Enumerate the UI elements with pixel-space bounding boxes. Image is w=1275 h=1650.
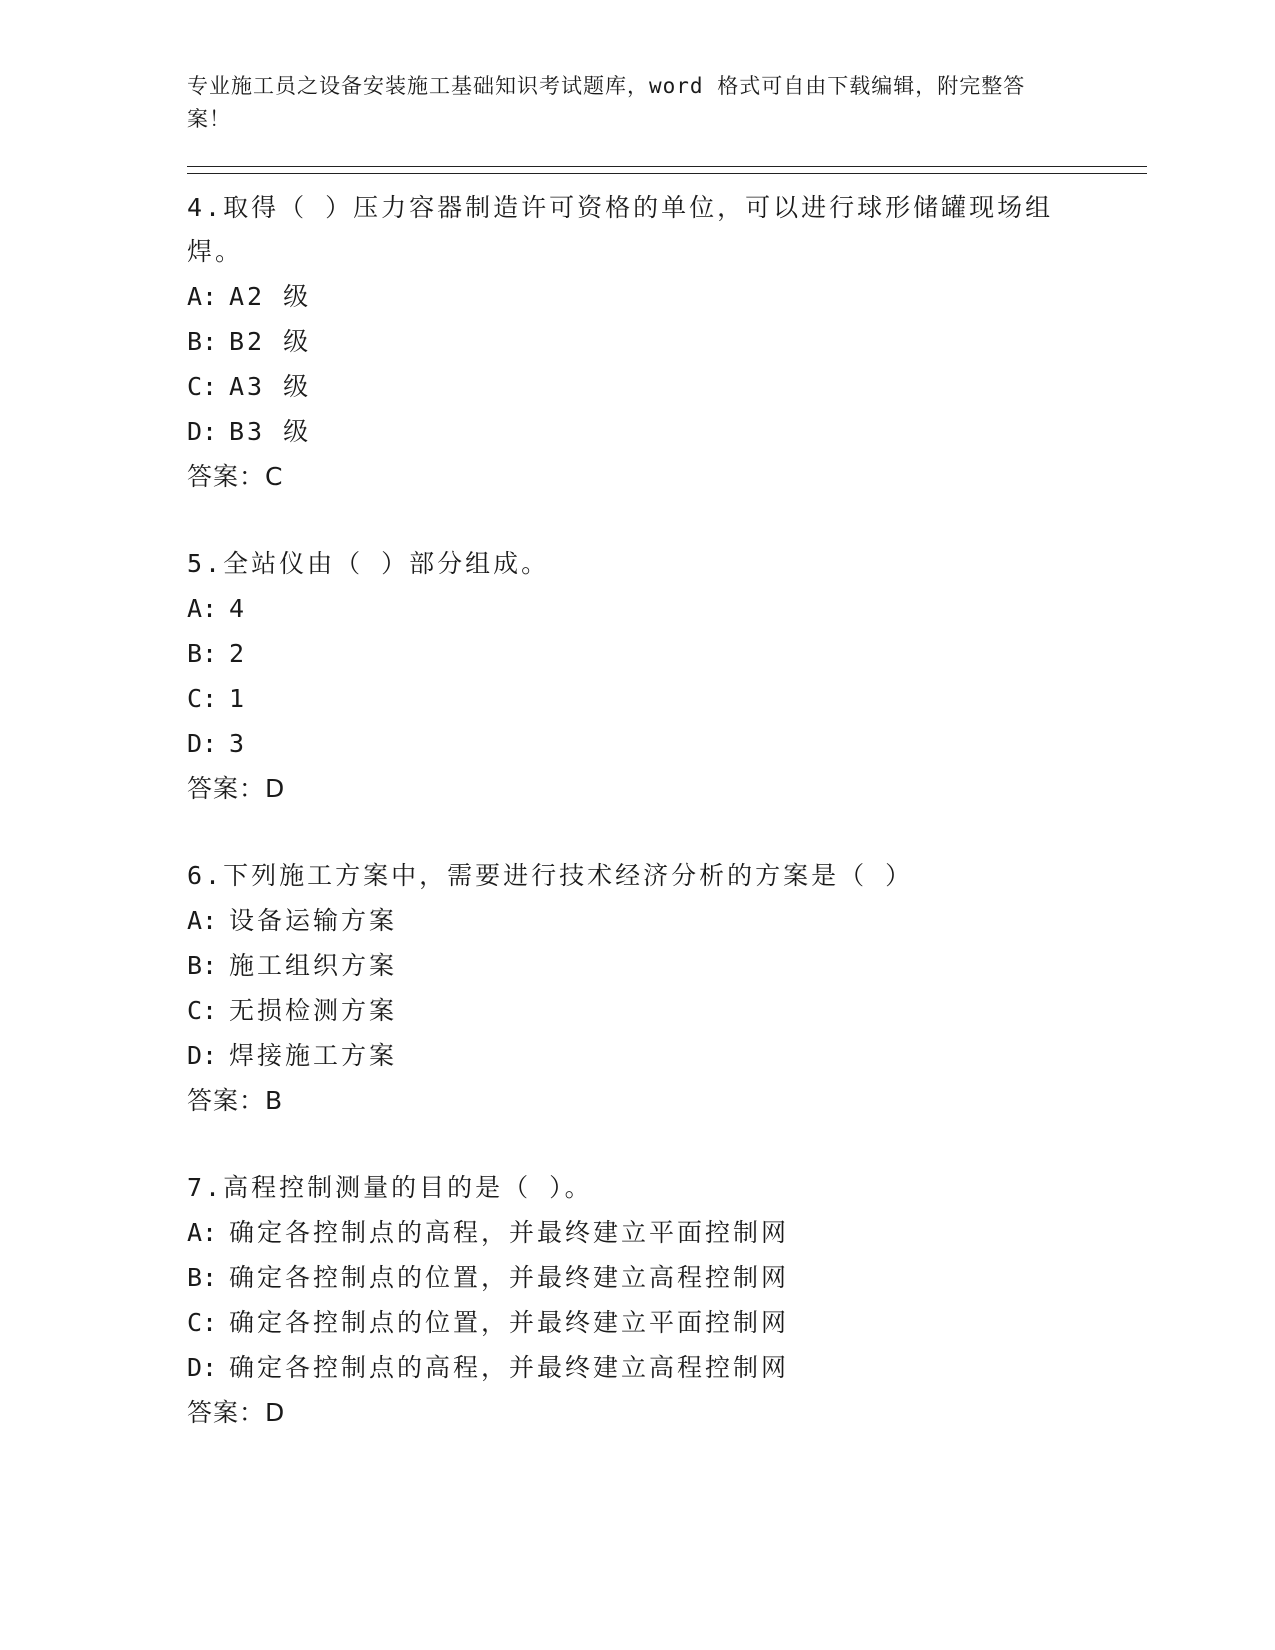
option-key: B: xyxy=(187,951,218,980)
question-stem: 5.全站仪由（ ）部分组成。 xyxy=(187,549,550,578)
option-key: B: xyxy=(187,639,218,668)
option-text: A2 级 xyxy=(229,282,312,311)
option-key: B: xyxy=(187,1263,218,1292)
option-item xyxy=(187,1210,1147,1255)
option-text: 4 xyxy=(229,594,248,623)
option-key: D: xyxy=(187,1041,218,1070)
option-text: 2 xyxy=(229,639,248,668)
option-text: B2 级 xyxy=(229,327,312,356)
option-text: 焊接施工方案 xyxy=(229,1041,398,1070)
question-item xyxy=(187,854,1147,1124)
option-text: 确定各控制点的高程，并最终建立高程控制网 xyxy=(229,1353,790,1382)
option-item xyxy=(187,1033,1147,1078)
option-text: 1 xyxy=(229,684,248,713)
option-key: B: xyxy=(187,327,218,356)
option-item xyxy=(187,1255,1147,1300)
option-key: D: xyxy=(187,729,218,758)
document-header: 专业施工员之设备安装施工基础知识考试题库，word 格式可自由下载编辑，附完整答案！ xyxy=(187,74,1026,131)
question-stem: 4.取得（ ）压力容器制造许可资格的单位，可以进行球形储罐现场组焊。 xyxy=(187,193,1054,266)
answer-line: 答案：D xyxy=(187,1398,286,1427)
option-text: 确定各控制点的位置，并最终建立平面控制网 xyxy=(229,1308,790,1337)
option-item xyxy=(187,274,1147,319)
option-item xyxy=(187,988,1147,1033)
answer-line: 答案：D xyxy=(187,774,286,803)
option-text: 确定各控制点的高程，并最终建立平面控制网 xyxy=(229,1218,790,1247)
option-key: A: xyxy=(187,906,218,935)
option-key: D: xyxy=(187,1353,218,1382)
option-item xyxy=(187,364,1147,409)
option-text: 施工组织方案 xyxy=(229,951,398,980)
option-list xyxy=(187,274,1147,454)
option-key: C: xyxy=(187,1308,218,1337)
option-item xyxy=(187,676,1147,721)
option-key: C: xyxy=(187,684,218,713)
option-item xyxy=(187,631,1147,676)
option-item xyxy=(187,1300,1147,1345)
option-key: A: xyxy=(187,282,218,311)
option-item xyxy=(187,409,1147,454)
option-list xyxy=(187,1210,1147,1390)
option-text: A3 级 xyxy=(229,372,312,401)
option-item xyxy=(187,1345,1147,1390)
option-key: C: xyxy=(187,996,218,1025)
option-item xyxy=(187,319,1147,364)
header-divider xyxy=(187,166,1147,174)
option-key: A: xyxy=(187,594,218,623)
option-text: B3 级 xyxy=(229,417,312,446)
question-stem: 7.高程控制测量的目的是（ ）。 xyxy=(187,1173,593,1202)
answer-line: 答案：C xyxy=(187,462,284,491)
question-list xyxy=(187,186,1147,1436)
option-text: 3 xyxy=(229,729,248,758)
option-list xyxy=(187,898,1147,1078)
document-page xyxy=(187,70,1147,1478)
option-key: C: xyxy=(187,372,218,401)
answer-line: 答案：B xyxy=(187,1086,284,1115)
option-item xyxy=(187,898,1147,943)
option-text: 设备运输方案 xyxy=(229,906,398,935)
option-list xyxy=(187,586,1147,766)
option-item xyxy=(187,943,1147,988)
option-text: 确定各控制点的位置，并最终建立高程控制网 xyxy=(229,1263,790,1292)
option-key: A: xyxy=(187,1218,218,1247)
option-text: 无损检测方案 xyxy=(229,996,398,1025)
option-key: D: xyxy=(187,417,218,446)
question-item xyxy=(187,542,1147,812)
question-item xyxy=(187,186,1147,500)
question-item xyxy=(187,1166,1147,1436)
option-item xyxy=(187,586,1147,631)
question-stem: 6.下列施工方案中，需要进行技术经济分析的方案是（ ） xyxy=(187,861,914,890)
option-item xyxy=(187,721,1147,766)
